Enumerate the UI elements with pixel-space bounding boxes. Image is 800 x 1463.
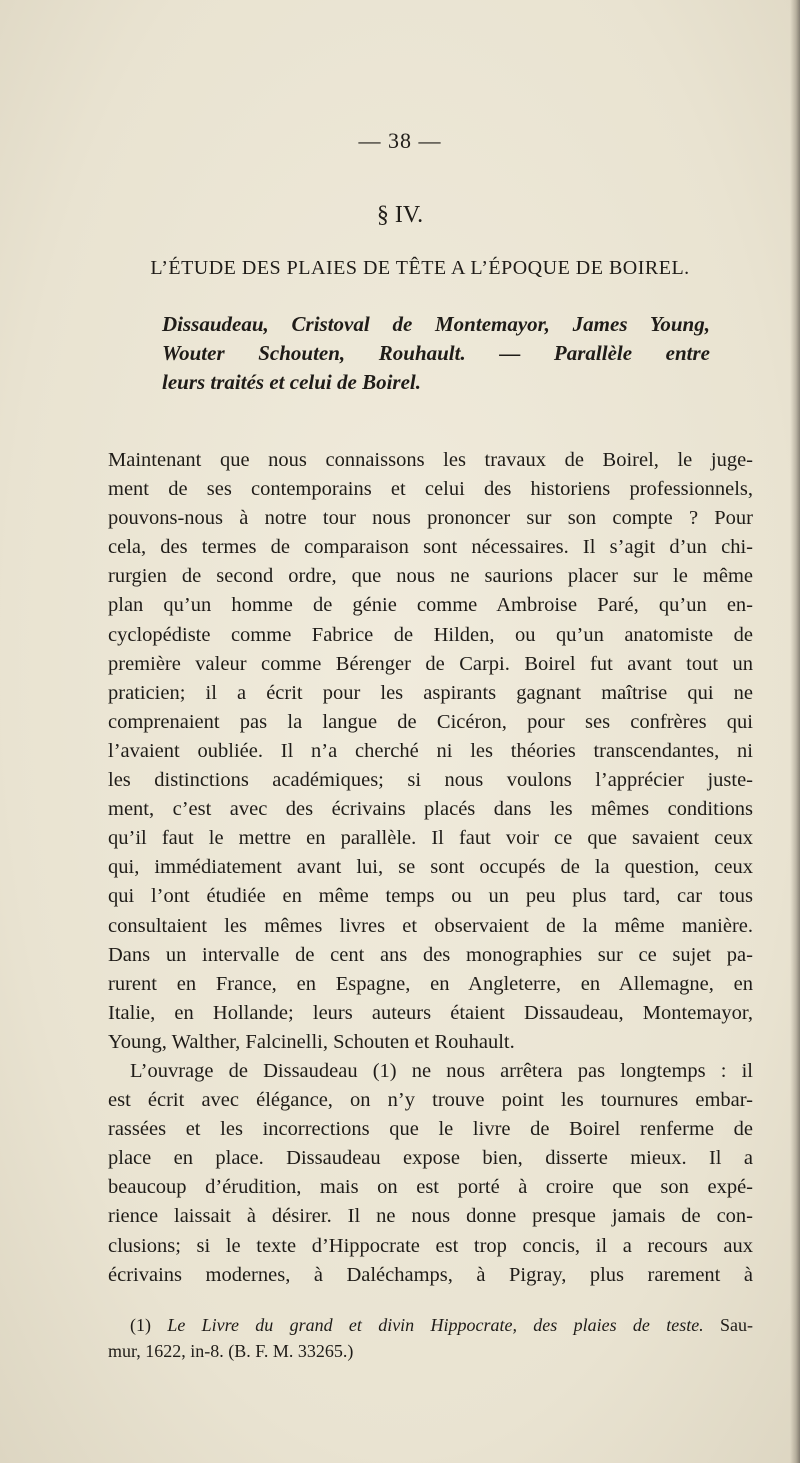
- paragraph-line: place en place. Dissaudeau expose bien, disserte mieux. Il a: [108, 1147, 753, 1170]
- paragraph-line: Maintenant que nous connaissons les travaux de Boirel, le juge-: [108, 449, 753, 471]
- footnote-line: [108, 1312, 753, 1338]
- paragraph-line: écrivains modernes, à Daléchamps, à Pigray, plus rarement à: [108, 1263, 753, 1286]
- footnote-text: Sau-: [720, 1315, 753, 1335]
- paragraph-line: l’avaient oubliée. Il n’a cherché ni les théories transcendantes, ni: [108, 739, 753, 762]
- paragraph-line: Young, Walther, Falcinelli, Schouten et Rouhault.: [108, 1030, 515, 1053]
- paragraph-line: L’ouvrage de Dissaudeau (1) ne nous arrêtera pas longtemps : il: [130, 1059, 753, 1082]
- paragraph-line: comprenaient pas la langue de Cicéron, pour ses confrères qui: [108, 710, 753, 733]
- paragraph-line: Italie, en Hollande; leurs auteurs étaient Dissaudeau, Montemayor,: [108, 1001, 753, 1024]
- footnote-line: mur, 1622, in-8. (B. F. M. 33265.): [108, 1341, 354, 1361]
- paragraph-line: consultaient les mêmes livres et observaient de la même manière.: [108, 914, 753, 937]
- paragraph-line: cela, des termes de comparaison sont nécessaires. Il s’agit d’un chi-: [108, 536, 753, 559]
- summary-line: leurs traités et celui de Boirel.: [162, 370, 421, 394]
- paragraph-line: rassées et les incorrections que le livre de Boirel renferme de: [108, 1118, 753, 1141]
- footnote: [108, 1312, 753, 1364]
- paragraph-line: rurgien de second ordre, que nous ne saurions placer sur le même: [108, 565, 753, 588]
- paragraph-line: ment, c’est avec des écrivains placés dans les mêmes conditions: [108, 798, 753, 821]
- footnote-marker: (1): [130, 1315, 151, 1335]
- paragraph-line: est écrit avec élégance, on n’y trouve point les tournures embar-: [108, 1089, 753, 1112]
- paragraph-line: qui, immédiatement avant lui, se sont occupés de la question, ceux: [108, 856, 753, 879]
- paragraph-line: qui l’ont étudiée en même temps ou un peu plus tard, car tous: [108, 885, 753, 908]
- paragraph-line: Dans un intervalle de cent ans des monographies sur ce sujet pa-: [108, 943, 753, 966]
- footnote-title: Le Livre du grand et divin Hippocrate, des plaies de teste.: [167, 1315, 704, 1335]
- chapter-summary: [162, 310, 710, 397]
- paragraph-line: praticien; il a écrit pour les aspirants gagnant maîtrise qui ne: [108, 681, 753, 704]
- paragraph-line: première valeur comme Bérenger de Carpi. Boirel fut avant tout un: [108, 652, 753, 675]
- paragraph-line: les distinctions académiques; si nous voulons l’apprécier juste-: [108, 769, 753, 792]
- paragraph-line: beaucoup d’érudition, mais on est porté à croire que son expé-: [108, 1176, 753, 1199]
- page-number: — 38 —: [358, 128, 442, 153]
- paragraph-line: rience laissait à désirer. Il ne nous donne presque jamais de con-: [108, 1205, 753, 1228]
- body-text: [108, 446, 753, 1290]
- summary-line: Wouter Schouten, Rouhault. — Parallèle entre: [162, 341, 710, 365]
- summary-line: Dissaudeau, Cristoval de Montemayor, James Young,: [162, 312, 710, 336]
- section-heading: § IV.: [376, 202, 424, 228]
- paragraph-line: pouvons-nous à notre tour nous prononcer sur son compte ? Pour: [108, 507, 753, 530]
- paragraph-line: cyclopédiste comme Fabrice de Hilden, ou qu’un anatomiste de: [108, 623, 753, 646]
- paragraph-line: ment de ses contemporains et celui des historiens professionnels,: [108, 478, 753, 501]
- paragraph-line: rurent en France, en Espagne, en Angleterre, en Allemagne, en: [108, 972, 753, 995]
- paragraph-line: plan qu’un homme de génie comme Ambroise Paré, qu’un en-: [108, 594, 753, 617]
- paragraph-line: clusions; si le texte d’Hippocrate est trop concis, il a recours aux: [108, 1234, 753, 1257]
- chapter-title: L’ÉTUDE DES PLAIES DE TÊTE A L’ÉPOQUE DE BOIREL.: [150, 257, 690, 279]
- paragraph-line: qu’il faut le mettre en parallèle. Il faut voir ce que savaient ceux: [108, 827, 753, 850]
